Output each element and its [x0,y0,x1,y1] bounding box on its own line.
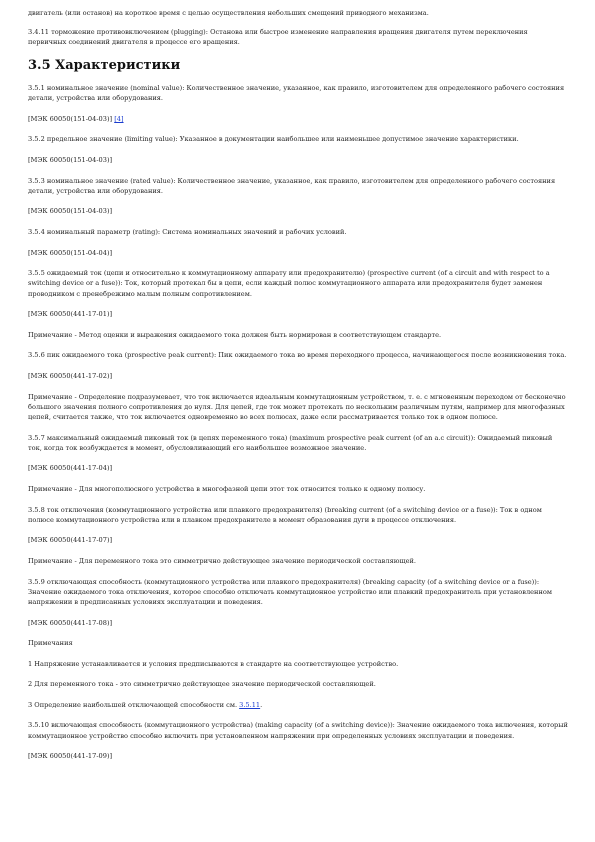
paragraph: 3.5.1 номинальное значение (nominal value): Количественное значение, указанное, как правило, изготовителем для определенного рабочего состояния детали, устройства или оборудования. [28,84,565,103]
reference: [МЭК 60050(441-17-09)] [28,752,113,761]
note: Примечание - Для многополюсного устройства в многофазной цепи этот ток относится только к одному полюсу. [28,484,426,493]
reference: [МЭК 60050(441-17-08)] [28,618,113,627]
note: Примечание - Для переменного тока это симметрично действующее значение периодической составляющей. [28,556,417,565]
reference: [МЭК 60050(441-17-04)] [28,464,113,473]
note-item: 1 Напряжение устанавливается и условия предписываются в стандарте на соответствующее устройство. [28,659,399,668]
paragraph: 3.5.7 максимальный ожидаемый пиковый ток (в цепях переменного тока) (maximum prospective peak current (of an a.c circuit)): Ожидаемый пиковый ток, когда ток возбуждается в момент, обусловливающий его наибольшее возможное значение. [28,433,553,452]
paragraph: двигатель (или останов) на короткое время с целью осуществления небольших смещений приводного механизма. [28,9,429,17]
section-heading: 3.5 Характеристики [28,58,181,73]
note: Примечание - Определение подразумевает, что ток включается идеальным коммутационным устройством, т. е. с мгновенным переходом от бесконечно большого значения полного сопротивления до нуля. Для цепей, где ток может протекать по нескольким различным путям, например для многофазных цепей, считается также, что ток включается одновременно во всех полюсах, даже если рассматривается только ток в одном полюсе. [28,392,566,421]
footnote-link[interactable]: [4] [114,114,124,123]
reference [28,114,568,124]
paragraph: 3.5.2 предельное значение (limiting value): Указанное в документации наибольшее или наименьшее допустимое значение характеристики. [28,135,519,144]
reference-text: [МЭК 60050(151-04-03)] [28,114,113,123]
note-item [28,700,568,710]
paragraph: 3.4.11 торможение противовключением (plugging): Останова или быстрое изменение направления вращения двигателя путем переключения первичных соединений двигателя в процессе его вращения. [28,28,528,47]
note: Примечание - Метод оценки и выражения ожидаемого тока должен быть нормирован в соответствующем стандарте. [28,330,442,339]
paragraph: 3.5.6 пик ожидаемого тока (prospective peak current): Пик ожидаемого тока во время переходного процесса, начинающегося после возникновения тока. [28,351,567,360]
reference: [МЭК 60050(151-04-03)] [28,155,113,164]
reference: [МЭК 60050(151-04-04)] [28,248,113,257]
reference: [МЭК 60050(151-04-03)] [28,207,113,216]
paragraph: 3.5.10 включающая способность (коммутационного устройства) (making capacity (of a switching device)): Значение ожидаемого тока включения, который коммутационное устройство способно включить при установленном напряжении при определенных условиях эксплуатации и поведения. [28,721,568,740]
paragraph: 3.5.3 номинальное значение (rated value): Количественное значение, указанное, как правило, изготовителем для определенного рабочего состояния детали, устройства или оборудования. [28,176,556,195]
reference: [МЭК 60050(441-17-02)] [28,371,113,380]
reference: [МЭК 60050(441-17-01)] [28,310,113,319]
notes-heading: Примечания [28,639,73,648]
paragraph: 3.5.5 ожидаемый ток (цепи и относительно к коммутационному аппарату или предохранителю) (prospective current (of a circuit and with respect to a switching device or a fuse)): Ток, который протекал бы в цепи, если каждый полюс коммутационного аппарата или предохранителя будет заменен проводником с пренебрежимо малым полным сопротивлением. [28,269,550,298]
reference: [МЭК 60050(441-17-07)] [28,536,113,545]
paragraph: 3.5.9 отключающая способность (коммутационного устройства или плавкого предохранителя) (breaking capacity (of a switching device or a fuse)): Значение ожидаемого тока отключения, которое способно отключать коммутационное устройство или плавкий предохранитель при установленном напряжении в предписанных условиях эксплуатации и поведения. [28,577,552,606]
note-text: 3 Определение наибольшей отключающей способности см. [28,700,240,709]
note-suffix: . [260,700,263,709]
note-item: 2 Для переменного тока - это симметрично действующее значение периодической составляющей. [28,680,376,689]
paragraph: 3.5.8 ток отключения (коммутационного устройства или плавкого предохранителя) (breaking current (of a switching device or a fuse)): Ток в одном полюсе коммутационного устройства или в плавком предохранителе в момент образования дуги в процессе отключения. [28,505,542,524]
paragraph: 3.5.4 номинальный параметр (rating): Система номинальных значений и рабочих условий. [28,227,347,236]
cross-reference-link[interactable]: 3.5.11 [239,700,261,709]
document-page [28,8,568,772]
